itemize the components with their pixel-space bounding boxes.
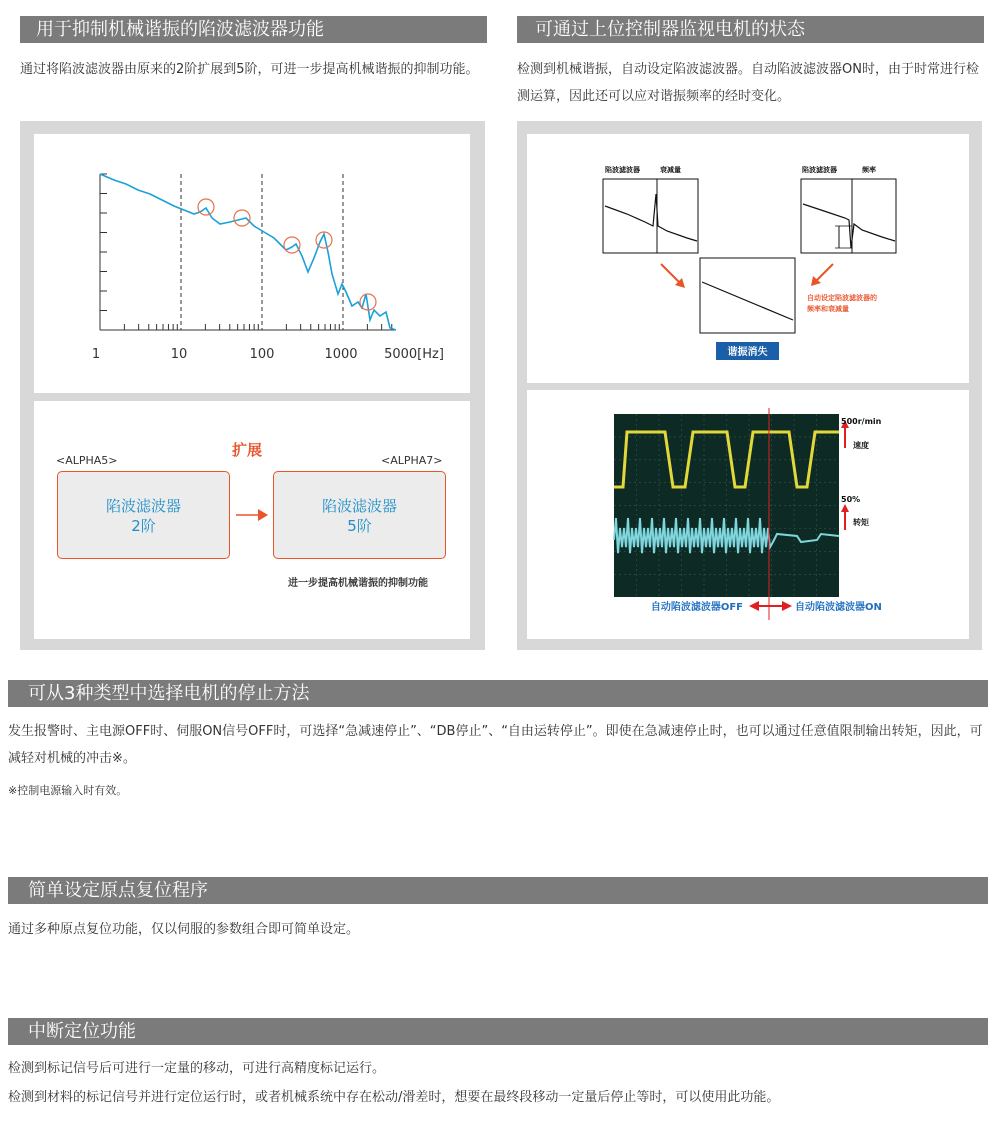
x-tick-label: 10 bbox=[170, 347, 188, 362]
section-header-interrupt-positioning bbox=[8, 1018, 988, 1045]
frequency-response-line bbox=[100, 174, 396, 330]
x-tick-label: 1000 bbox=[324, 347, 358, 362]
converge-arrow-right bbox=[811, 264, 833, 286]
speed-axis-label: 速度 bbox=[853, 441, 869, 450]
section-header-notch-filter bbox=[20, 16, 487, 43]
x-tick-label: 100 bbox=[249, 347, 275, 362]
model-label-alpha5: <ALPHA5> bbox=[56, 454, 118, 467]
notch-5-stage-box bbox=[273, 471, 446, 559]
auto-set-note: 频率和衰减量 bbox=[807, 305, 849, 313]
plot-label: 衰减量 bbox=[660, 166, 681, 174]
box-line: 陷波滤波器 bbox=[105, 497, 181, 515]
expansion-caption: 进一步提高机械谐振的抑制功能 bbox=[288, 578, 428, 589]
box-line: 2阶 bbox=[131, 517, 156, 535]
x-tick-label: 5000[Hz] bbox=[384, 347, 444, 362]
section-header-homing bbox=[8, 877, 988, 904]
speed-scale-value: 500r/min bbox=[841, 417, 882, 426]
off-on-arrow bbox=[749, 601, 792, 611]
box-line: 陷波滤波器 bbox=[321, 497, 397, 515]
box-line: 5阶 bbox=[347, 517, 372, 535]
auto-notch-off-label: 自动陷波滤波器OFF bbox=[650, 602, 743, 613]
section-body-line: 检测到标记信号后可进行一定量的移动，可进行高精度标记运行。 bbox=[8, 1061, 386, 1076]
notch-tuning-diagram bbox=[527, 134, 969, 383]
section-title: 可通过上位控制器监视电机的状态 bbox=[535, 19, 805, 40]
converge-arrow-left bbox=[661, 264, 685, 288]
section-header-monitor bbox=[517, 16, 984, 43]
section-title: 中断定位功能 bbox=[28, 1021, 136, 1042]
resonance-marker-circle bbox=[234, 210, 250, 226]
frequency-response-chart bbox=[34, 134, 470, 393]
oscilloscope-box bbox=[527, 390, 969, 639]
resonance-plot-frame bbox=[603, 179, 698, 253]
expansion-heading: 扩展 bbox=[232, 441, 263, 459]
section-header-stop-method bbox=[8, 680, 988, 707]
torque-scale-value: 50% bbox=[841, 495, 861, 504]
torque-scale-arrow bbox=[841, 504, 849, 530]
left-figure-panel bbox=[20, 121, 485, 650]
auto-notch-on-label: 自动陷波滤波器ON bbox=[795, 602, 882, 613]
x-tick-label: 1 bbox=[91, 347, 101, 362]
model-label-alpha7: <ALPHA7> bbox=[381, 454, 443, 467]
flat-response-plot-frame bbox=[700, 258, 795, 333]
notch-tuning-diagram-box bbox=[527, 134, 969, 383]
section-title: 用于抑制机械谐振的陷波滤波器功能 bbox=[36, 19, 324, 40]
expansion-arrow bbox=[232, 503, 272, 527]
resonance-cleared-label: 谐振消失 bbox=[727, 347, 768, 358]
section-body-stop-method: 发生报警时、主电源OFF时、伺服ON信号OFF时，可选择“急减速停止”、“DB停止”、“自由运转停止”。即使在急减速停止时，也可以通过任意值限制输出转矩，因此，可减轻对机械的冲击※。 bbox=[8, 724, 983, 766]
plot-label: 陷波滤波器 bbox=[802, 166, 837, 174]
notch-2-stage-box bbox=[57, 471, 230, 559]
resonance-markers bbox=[198, 199, 376, 310]
oscilloscope-figure bbox=[527, 390, 969, 639]
section-title: 可从3种类型中选择电机的停止方法 bbox=[28, 683, 310, 704]
section-body-notch-filter: 通过将陷波滤波器由原来的2阶扩展到5阶，可进一步提高机械谐振的抑制功能。 bbox=[20, 62, 479, 77]
resonance-marker-circle bbox=[198, 199, 214, 215]
frequency-response-chart-box bbox=[34, 134, 470, 393]
section-note-stop-method: ※控制电源输入时有效。 bbox=[8, 784, 128, 797]
section-body-line: 检测到材料的标记信号并进行定位运行时，或者机械系统中存在松动/滑差时，想要在最终段移动一定量后停止等时，可以使用此功能。 bbox=[8, 1090, 780, 1105]
notch-plot-frame bbox=[801, 179, 896, 253]
right-figure-panel bbox=[517, 121, 982, 650]
resonance-marker-circle bbox=[284, 237, 300, 253]
plot-label: 频率 bbox=[862, 166, 876, 174]
auto-set-note: 自动设定陷波滤波器的 bbox=[807, 294, 877, 302]
expansion-diagram-box bbox=[34, 401, 470, 639]
plot-label: 陷波滤波器 bbox=[605, 166, 640, 174]
section-body-homing: 通过多种原点复位功能，仅以伺服的参数组合即可简单设定。 bbox=[8, 922, 360, 937]
section-body-monitor: 检测到机械谐振，自动设定陷波滤波器。自动陷波滤波器ON时，由于时常进行检测运算，因此还可以应对谐振频率的经时变化。 bbox=[517, 62, 979, 104]
torque-axis-label: 转矩 bbox=[853, 518, 869, 527]
section-title: 简单设定原点复位程序 bbox=[28, 880, 208, 901]
